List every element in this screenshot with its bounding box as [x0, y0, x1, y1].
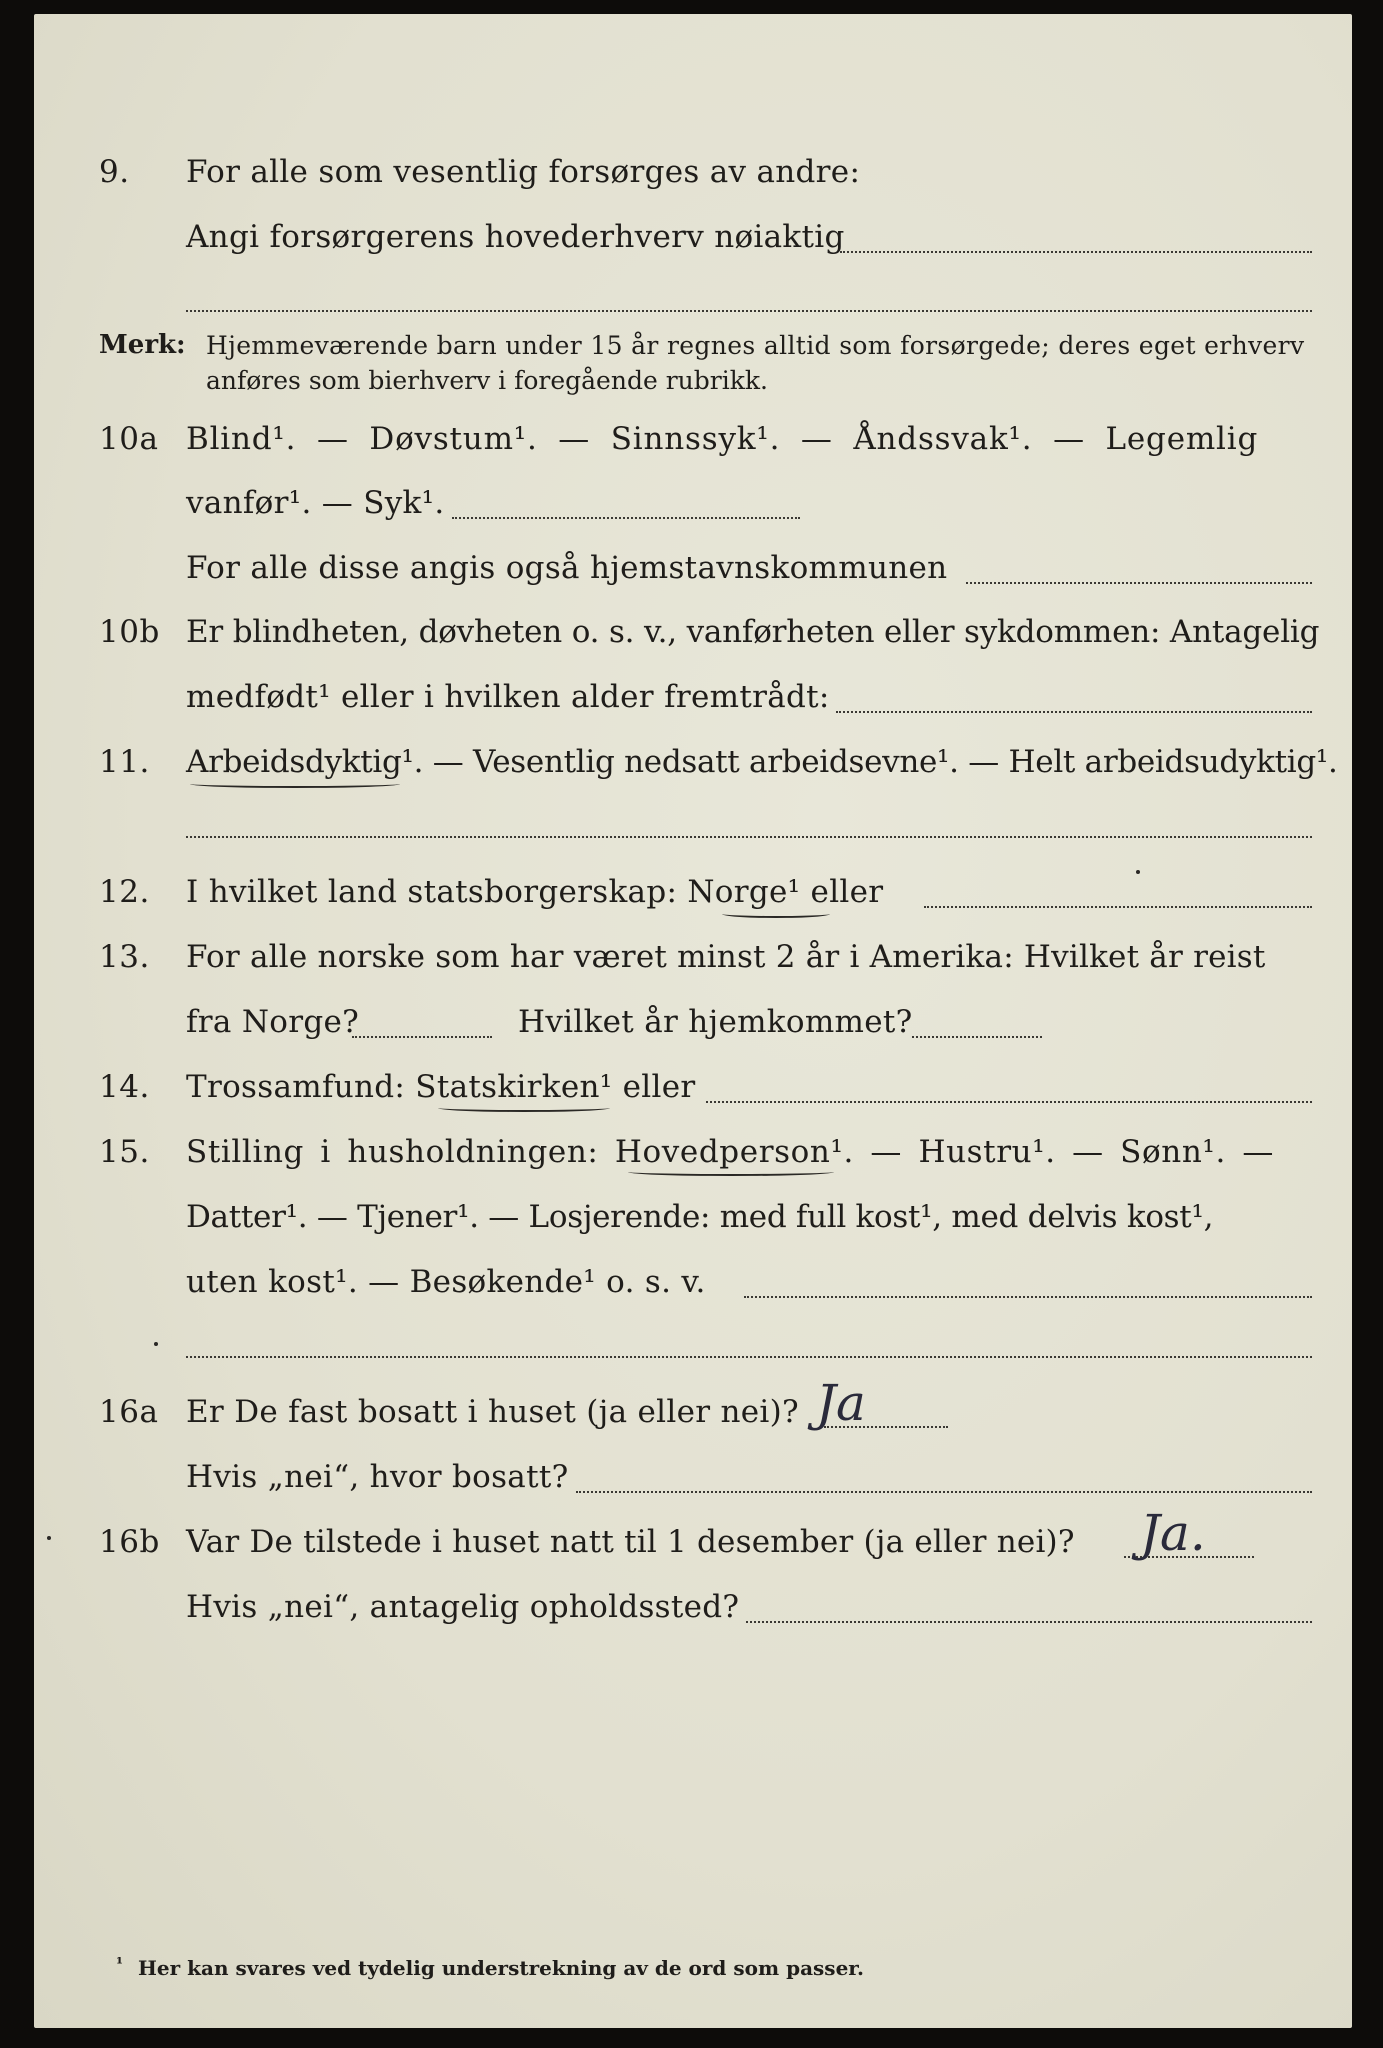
- q13-text-line1: For alle norske som har været minst 2 år i Amerika: Hvilket år reist: [186, 939, 1266, 975]
- merk-line1: Hjemmeværende barn under 15 år regnes alltid som forsørgede; deres eget erhverv: [206, 331, 1305, 360]
- q10b-row2: [0, 679, 1383, 723]
- q9-text-line1: For alle som vesentlig forsørges av andre:: [186, 154, 861, 190]
- q13-reist-line[interactable]: [352, 1036, 492, 1038]
- q9-row2: [0, 219, 1383, 263]
- q15-text-line2: Datter¹. — Tjener¹. — Losjerende: med full kost¹, med delvis kost¹,: [186, 1199, 1214, 1235]
- q11-answer-line[interactable]: [186, 836, 1312, 838]
- q16a-handwritten-answer: Ja: [816, 1374, 866, 1432]
- q16a-text-line1: Er De fast bosatt i huset (ja eller nei)?: [186, 1394, 799, 1430]
- merk-line2: anføres som bierhverv i foregående rubrikk.: [206, 366, 768, 395]
- q12-answer-line[interactable]: [924, 906, 1312, 908]
- q16b-text-line2: Hvis „nei“, antagelig opholdssted?: [186, 1589, 740, 1625]
- q13-row: [0, 939, 1383, 983]
- q14-number: 14.: [99, 1069, 150, 1105]
- q15-text-line1: Stilling i husholdningen: Hovedperson¹. — Hustru¹. — Sønn¹. —: [186, 1134, 1274, 1170]
- q10b-row: [0, 614, 1383, 658]
- q11-number: 11.: [99, 744, 150, 780]
- q14-underline-mark: [438, 1104, 610, 1112]
- q10a-number: 10a: [99, 421, 159, 457]
- q10b-text-line2: medfødt¹ eller i hvilken alder fremtrådt:: [186, 679, 830, 715]
- q12-underline-mark: [722, 910, 830, 918]
- q13-text-line2a: fra Norge?: [186, 1004, 360, 1040]
- q16a-bosatt-line[interactable]: [576, 1491, 1312, 1493]
- q16b-handwritten-answer: Ja.: [1140, 1504, 1206, 1562]
- paper-speck: [154, 1342, 158, 1346]
- q9-text-line2: Angi forsørgerens hovederhverv nøiaktig: [186, 219, 845, 255]
- q10a-text-line2: vanfør¹. — Syk¹.: [186, 485, 445, 521]
- q9-answer-line-2[interactable]: [186, 310, 1312, 312]
- q11-text-line1: Arbeidsdyktig¹. — Vesentlig nedsatt arbeidsevne¹. — Helt arbeidsudyktig¹.: [186, 744, 1338, 780]
- q16b-row2: [0, 1589, 1383, 1633]
- q16a-row: [0, 1394, 1383, 1438]
- q15-row2: [0, 1199, 1383, 1243]
- q16a-number: 16a: [99, 1394, 159, 1430]
- q16b-text-line1: Var De tilstede i huset natt til 1 desember (ja eller nei)?: [186, 1524, 1075, 1560]
- q15-underline-mark: [628, 1168, 834, 1176]
- q10b-text-line1: Er blindheten, døvheten o. s. v., vanførheten eller sykdommen: Antagelig: [186, 614, 1320, 650]
- q15-answer-line-2[interactable]: [186, 1356, 1312, 1358]
- q15-number: 15.: [99, 1134, 150, 1170]
- q16b-number: 16b: [99, 1524, 160, 1560]
- q10a-text-line1: Blind¹. — Døvstum¹. — Sinnssyk¹. — Åndssvak¹. — Legemlig: [186, 421, 1259, 457]
- q15-row3: [0, 1264, 1383, 1308]
- q14-text-line1: Trossamfund: Statskirken¹ eller: [186, 1069, 696, 1105]
- merk-label: Merk:: [99, 330, 186, 360]
- q9-answer-line[interactable]: [840, 251, 1312, 253]
- q10a-answer-line[interactable]: [452, 517, 800, 519]
- q10a-row: [0, 421, 1383, 465]
- q13-hjemkommet-line[interactable]: [912, 1036, 1042, 1038]
- q12-row: [0, 874, 1383, 918]
- q12-number: 12.: [99, 874, 150, 910]
- q16a-text-line2: Hvis „nei“, hvor bosatt?: [186, 1459, 569, 1495]
- q10b-number: 10b: [99, 614, 160, 650]
- q15-text-line3: uten kost¹. — Besøkende¹ o. s. v.: [186, 1264, 706, 1300]
- q10a-row2: [0, 485, 1383, 529]
- footnote-mark: ¹: [116, 1954, 124, 1973]
- q16a-row2: [0, 1459, 1383, 1503]
- q9-row: [0, 154, 1383, 198]
- footnote-text: Her kan svares ved tydelig understrekning av de ord som passer.: [138, 1956, 864, 1980]
- paper-speck: [47, 1536, 51, 1540]
- paper-speck: [1136, 870, 1140, 874]
- q12-text-line1: I hvilket land statsborgerskap: Norge¹ eller: [186, 874, 884, 910]
- q10a-row3: [0, 550, 1383, 594]
- q16b-opholdssted-line[interactable]: [746, 1621, 1312, 1623]
- q14-answer-line[interactable]: [706, 1101, 1312, 1103]
- q10a-text-line3: For alle disse angis også hjemstavnskommunen: [186, 550, 948, 586]
- q10a-hjemstavn-line[interactable]: [966, 582, 1312, 584]
- q13-row2: [0, 1004, 1383, 1048]
- q10b-answer-line[interactable]: [836, 711, 1312, 713]
- q13-number: 13.: [99, 939, 150, 975]
- q11-underline-mark: [190, 780, 400, 788]
- q15-answer-line[interactable]: [744, 1296, 1312, 1298]
- q9-number: 9.: [99, 154, 130, 190]
- q13-text-line2b: Hvilket år hjemkommet?: [518, 1004, 913, 1040]
- q14-row: [0, 1069, 1383, 1113]
